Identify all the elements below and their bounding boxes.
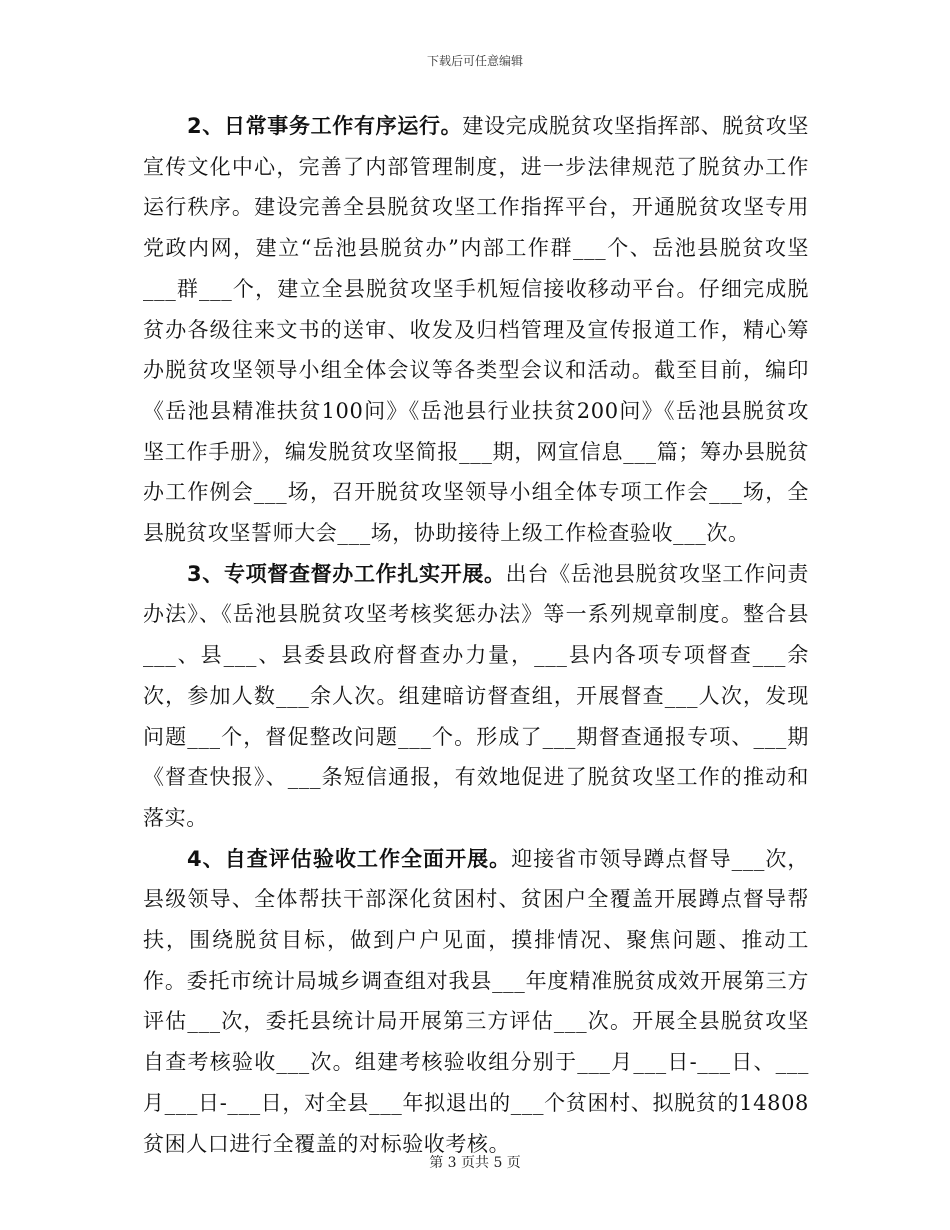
paragraph-heading: 2、日常事务工作有序运行。 xyxy=(187,114,463,138)
document-body xyxy=(143,106,809,1164)
paragraph-text: 建设完成脱贫攻坚指挥部、脱贫攻坚宣传文化中心，完善了内部管理制度，进一步法律规范了脱贫办工作运行秩序。建设完善全县脱贫攻坚工作指挥平台，开通脱贫攻坚专用党政内网，建立“岳池县脱贫办”内部工作群___个、岳池县脱贫攻坚___群___个，建立全县脱贫攻坚手机短信接收移动平台。仔细完成脱贫办各级往来文书的送审、收发及归档管理及宣传报道工作，精心筹办脱贫攻坚领导小组全体会议等各类型会议和活动。截至目前，编印《岳池县精准扶贫100问》《岳池县行业扶贫200问》《岳池县脱贫攻坚工作手册》，编发脱贫攻坚简报___期，网宣信息___篇；筹办县脱贫办工作例会___场，召开脱贫攻坚领导小组全体专项工作会___场，全县脱贫攻坚誓师大会___场，协助接待上级工作检查验收___次。 xyxy=(143,114,809,546)
paragraph-supervision xyxy=(143,554,809,839)
paragraph-daily-affairs xyxy=(143,106,809,554)
paragraph-text: 出台《岳池县脱贫攻坚工作问责办法》、《岳池县脱贫攻坚考核奖惩办法》等一系列规章制度。整合县___、县___、县委县政府督查办力量，___县内各项专项督查___余次，参加人数___余人次。组建暗访督查组，开展督查___人次，发现问题___个，督促整改问题___个。形成了___期督查通报专项、___期《督查快报》、___条短信通报，有效地促进了脱贫攻坚工作的推动和落实。 xyxy=(143,561,809,830)
paragraph-text: 迎接省市领导蹲点督导___次，县级领导、全体帮扶干部深化贫困村、贫困户全覆盖开展蹲点督导帮扶，围绕脱贫目标，做到户户见面，摸排情况、聚焦问题、推动工作。委托市统计局城乡调查组对我县___年度精准脱贫成效开展第三方评估___次，委托县统计局开展第三方评估___次。开展全县脱贫攻坚自查考核验收___次。组建考核验收组分别于___月___日-___日、___月___日-___日，对全县___年拟退出的___个贫困村、拟脱贫的14808贫困人口进行全覆盖的对标验收考核。 xyxy=(143,846,809,1156)
paragraph-self-assessment xyxy=(143,839,809,1165)
page-number-footer: 第 3 页共 5 页 xyxy=(429,1155,521,1171)
page-header: 下载后可任意编辑 xyxy=(426,54,523,68)
paragraph-heading: 3、专项督查督办工作扎实开展。 xyxy=(187,561,506,586)
paragraph-heading: 4、自查评估验收工作全面开展。 xyxy=(187,846,512,871)
